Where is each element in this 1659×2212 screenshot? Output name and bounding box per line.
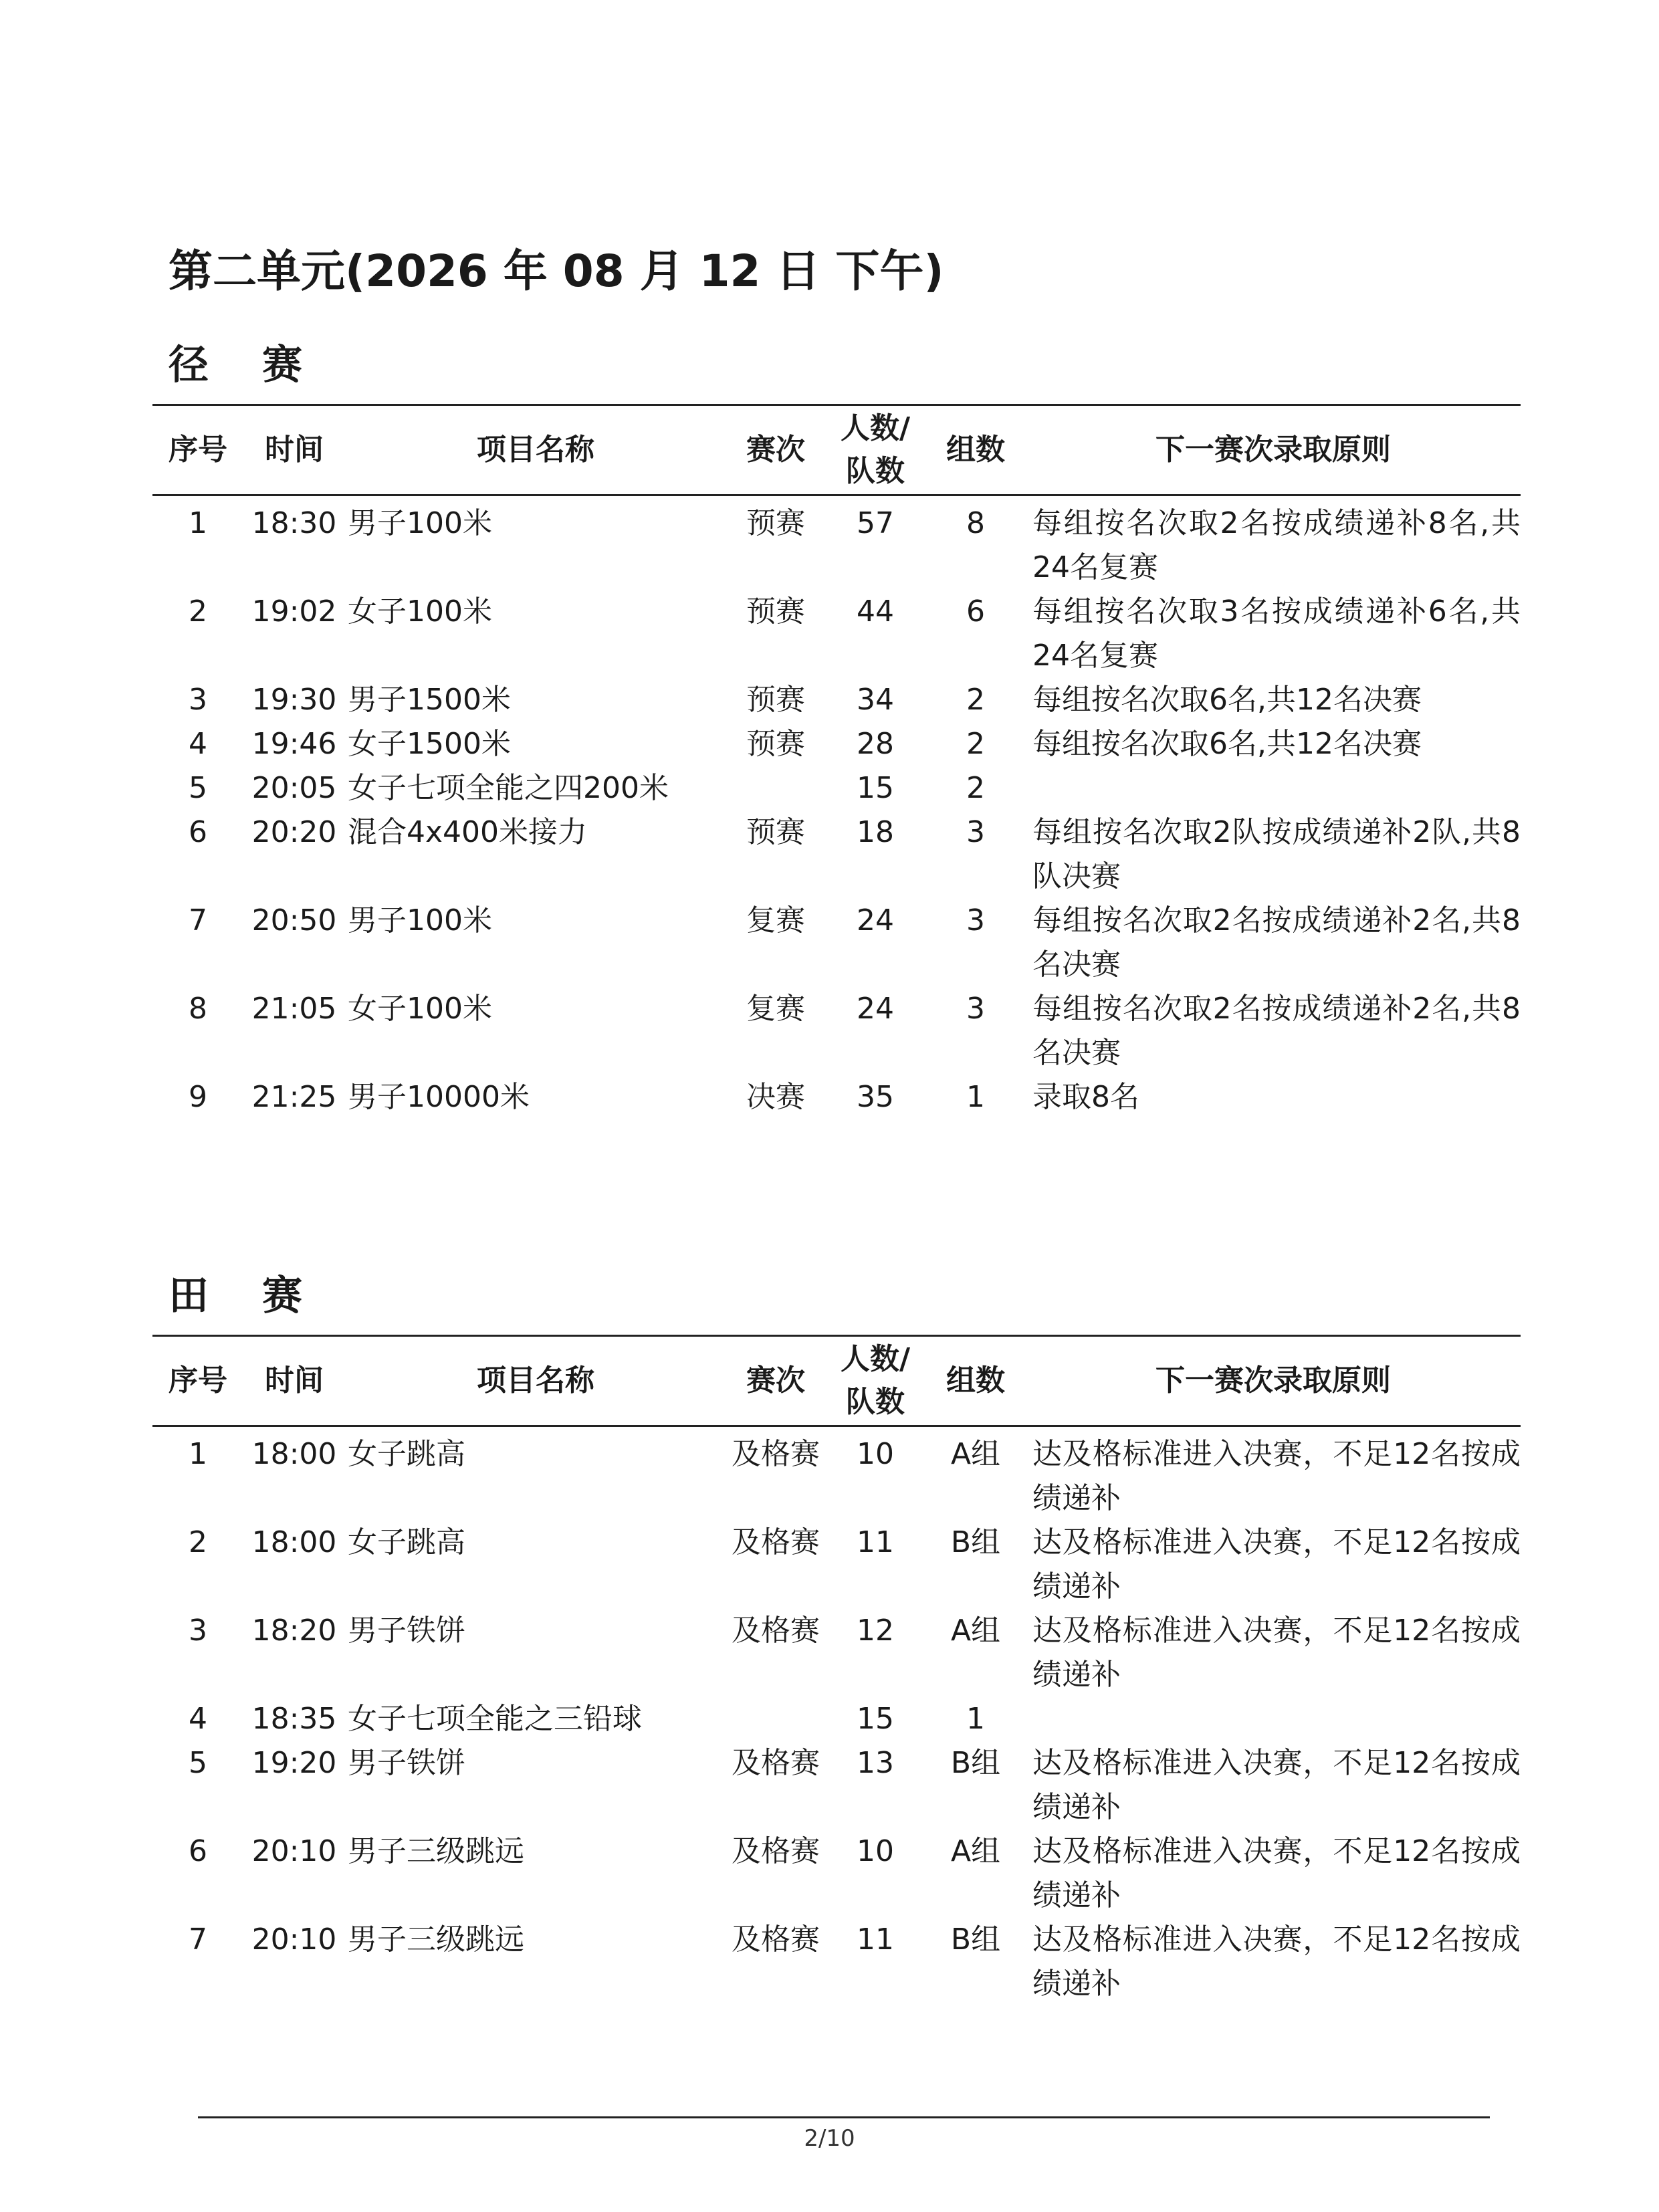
cell-event-name: 女子七项全能之四200米 (348, 771, 669, 805)
cell-groups: 6 (966, 594, 985, 629)
cell-event-name: 女子100米 (348, 992, 492, 1026)
cell-groups: 2 (966, 771, 985, 805)
cell-round: 复赛 (746, 903, 805, 937)
header-round: 赛次 (726, 405, 825, 495)
cell-groups: A组 (950, 1614, 1001, 1648)
cell-round: 预赛 (746, 683, 805, 717)
cell-time: 18:20 (251, 1614, 337, 1648)
track-schedule-table (152, 404, 1521, 1119)
cell-time: 20:05 (251, 771, 337, 805)
cell-index: 5 (189, 771, 207, 805)
header-count-line1: 人数/ (840, 1342, 911, 1376)
cell-count: 28 (857, 727, 894, 761)
cell-round: 复赛 (746, 992, 805, 1026)
table-header-row (152, 1336, 1521, 1426)
cell-advance-rule: 达及格标准进入决赛，不足12名按成绩递补 (1032, 1746, 1521, 1824)
cell-advance-rule (1026, 1697, 1521, 1741)
cell-round (726, 1697, 825, 1741)
cell-round: 及格赛 (732, 1834, 820, 1868)
cell-index: 6 (189, 1834, 207, 1868)
cell-groups: B组 (950, 1525, 1001, 1559)
header-count (825, 1336, 925, 1426)
cell-index: 3 (189, 1614, 207, 1648)
cell-index: 3 (189, 683, 207, 717)
header-name: 项目名称 (345, 405, 726, 495)
cell-event-name: 女子1500米 (348, 727, 511, 761)
header-name: 项目名称 (345, 1336, 726, 1426)
cell-index: 4 (189, 727, 207, 761)
header-rule: 下一赛次录取原则 (1026, 405, 1521, 495)
cell-groups: 8 (966, 506, 985, 540)
header-time: 时间 (243, 405, 345, 495)
cell-groups: 3 (966, 903, 985, 937)
cell-count: 10 (857, 1437, 894, 1471)
table-row (152, 766, 1521, 810)
table-header-row (152, 405, 1521, 495)
track-section-title: 径赛 (169, 342, 356, 389)
field-section-title: 田赛 (169, 1273, 356, 1319)
cell-time: 19:30 (251, 683, 337, 717)
cell-advance-rule: 达及格标准进入决赛，不足12名按成绩递补 (1032, 1614, 1521, 1692)
cell-round (726, 766, 825, 810)
cell-index: 4 (189, 1702, 207, 1736)
cell-time: 18:00 (251, 1525, 337, 1559)
footer-divider (198, 2116, 1490, 2118)
cell-time: 19:02 (251, 594, 337, 629)
cell-round: 及格赛 (732, 1746, 820, 1780)
cell-index: 2 (189, 594, 207, 629)
cell-count: 34 (857, 683, 894, 717)
cell-time: 21:05 (251, 992, 337, 1026)
cell-round: 及格赛 (732, 1614, 820, 1648)
cell-count: 10 (857, 1834, 894, 1868)
cell-time: 18:00 (251, 1437, 337, 1471)
cell-count: 15 (857, 1702, 894, 1736)
cell-groups: A组 (950, 1437, 1001, 1471)
header-idx: 序号 (152, 1336, 243, 1426)
cell-advance-rule: 录取8名 (1032, 1080, 1139, 1114)
cell-index: 7 (189, 1922, 207, 1957)
table-row (152, 1075, 1521, 1119)
cell-advance-rule: 每组按名次取6名,共12名决赛 (1032, 683, 1422, 717)
cell-groups: B组 (950, 1922, 1001, 1957)
header-idx: 序号 (152, 405, 243, 495)
cell-groups: 2 (966, 727, 985, 761)
cell-count: 11 (857, 1525, 894, 1559)
cell-round: 预赛 (746, 727, 805, 761)
cell-groups: 3 (966, 992, 985, 1026)
cell-time: 18:35 (251, 1702, 337, 1736)
cell-advance-rule: 达及格标准进入决赛，不足12名按成绩递补 (1032, 1525, 1521, 1603)
cell-round: 及格赛 (732, 1525, 820, 1559)
cell-index: 5 (189, 1746, 207, 1780)
cell-count: 18 (857, 815, 894, 849)
table-row (152, 1609, 1521, 1697)
cell-event-name: 女子跳高 (348, 1437, 465, 1471)
cell-advance-rule: 每组按名次取3名按成绩递补6名,共24名复赛 (1032, 594, 1521, 673)
header-time: 时间 (243, 1336, 345, 1426)
header-round: 赛次 (726, 1336, 825, 1426)
table-row (152, 1830, 1521, 1918)
header-count (825, 405, 925, 495)
cell-event-name: 男子铁饼 (348, 1614, 465, 1648)
cell-index: 8 (189, 992, 207, 1026)
cell-event-name: 男子100米 (348, 506, 492, 540)
cell-time: 20:10 (251, 1834, 337, 1868)
table-row (152, 495, 1521, 590)
header-count-line2: 队数 (846, 1385, 905, 1419)
table-row (152, 1521, 1521, 1609)
table-row (152, 810, 1521, 899)
table-row (152, 678, 1521, 722)
cell-index: 1 (189, 1437, 207, 1471)
cell-round: 及格赛 (732, 1922, 820, 1957)
cell-event-name: 女子跳高 (348, 1525, 465, 1559)
cell-groups: 2 (966, 683, 985, 717)
cell-time: 18:30 (251, 506, 337, 540)
field-schedule-table (152, 1335, 1521, 2006)
cell-round: 预赛 (746, 506, 805, 540)
cell-groups: A组 (950, 1834, 1001, 1868)
table-row (152, 722, 1521, 766)
cell-time: 20:10 (251, 1922, 337, 1957)
cell-count: 11 (857, 1922, 894, 1957)
cell-advance-rule: 达及格标准进入决赛，不足12名按成绩递补 (1032, 1922, 1521, 2001)
cell-index: 2 (189, 1525, 207, 1559)
cell-event-name: 男子1500米 (348, 683, 511, 717)
cell-event-name: 女子七项全能之三铅球 (348, 1702, 642, 1736)
cell-time: 19:20 (251, 1746, 337, 1780)
cell-index: 9 (189, 1080, 207, 1114)
cell-advance-rule: 每组按名次取6名,共12名决赛 (1032, 727, 1422, 761)
cell-advance-rule: 达及格标准进入决赛，不足12名按成绩递补 (1032, 1437, 1521, 1515)
cell-time: 21:25 (251, 1080, 337, 1114)
cell-groups: 1 (966, 1080, 985, 1114)
table-row (152, 899, 1521, 987)
cell-event-name: 男子铁饼 (348, 1746, 465, 1780)
header-count-line2: 队数 (846, 454, 905, 488)
cell-advance-rule: 每组按名次取2名按成绩递补2名,共8名决赛 (1032, 992, 1521, 1070)
cell-time: 20:50 (251, 903, 337, 937)
cell-round: 预赛 (746, 815, 805, 849)
cell-count: 12 (857, 1614, 894, 1648)
cell-time: 20:20 (251, 815, 337, 849)
table-row (152, 1918, 1521, 2006)
table-row (152, 590, 1521, 678)
cell-count: 24 (857, 992, 894, 1026)
cell-advance-rule: 每组按名次取2名按成绩递补8名,共24名复赛 (1032, 506, 1521, 584)
page-title: 第二单元(2026 年 08 月 12 日 下午) (169, 245, 944, 297)
cell-index: 6 (189, 815, 207, 849)
cell-count: 44 (857, 594, 894, 629)
cell-round: 决赛 (746, 1080, 805, 1114)
cell-count: 15 (857, 771, 894, 805)
table-row (152, 1697, 1521, 1741)
cell-event-name: 女子100米 (348, 594, 492, 629)
table-row (152, 1741, 1521, 1830)
cell-count: 57 (857, 506, 894, 540)
cell-advance-rule: 每组按名次取2名按成绩递补2名,共8名决赛 (1032, 903, 1521, 982)
cell-event-name: 男子10000米 (348, 1080, 530, 1114)
header-rule: 下一赛次录取原则 (1026, 1336, 1521, 1426)
cell-round: 预赛 (746, 594, 805, 629)
header-count-line1: 人数/ (840, 411, 911, 445)
cell-index: 1 (189, 506, 207, 540)
cell-groups: 1 (966, 1702, 985, 1736)
cell-advance-rule (1026, 766, 1521, 810)
cell-event-name: 混合4x400米接力 (348, 815, 588, 849)
cell-index: 7 (189, 903, 207, 937)
table-row (152, 1426, 1521, 1521)
cell-count: 35 (857, 1080, 894, 1114)
cell-groups: 3 (966, 815, 985, 849)
page-number: 2/10 (804, 2125, 855, 2152)
cell-count: 13 (857, 1746, 894, 1780)
header-groups: 组数 (925, 1336, 1026, 1426)
cell-round: 及格赛 (732, 1437, 820, 1471)
cell-time: 19:46 (251, 727, 337, 761)
cell-event-name: 男子100米 (348, 903, 492, 937)
table-row (152, 987, 1521, 1075)
cell-event-name: 男子三级跳远 (348, 1922, 524, 1957)
cell-advance-rule: 每组按名次取2队按成绩递补2队,共8队决赛 (1032, 815, 1521, 893)
cell-advance-rule: 达及格标准进入决赛，不足12名按成绩递补 (1032, 1834, 1521, 1912)
cell-event-name: 男子三级跳远 (348, 1834, 524, 1868)
header-groups: 组数 (925, 405, 1026, 495)
cell-groups: B组 (950, 1746, 1001, 1780)
cell-count: 24 (857, 903, 894, 937)
